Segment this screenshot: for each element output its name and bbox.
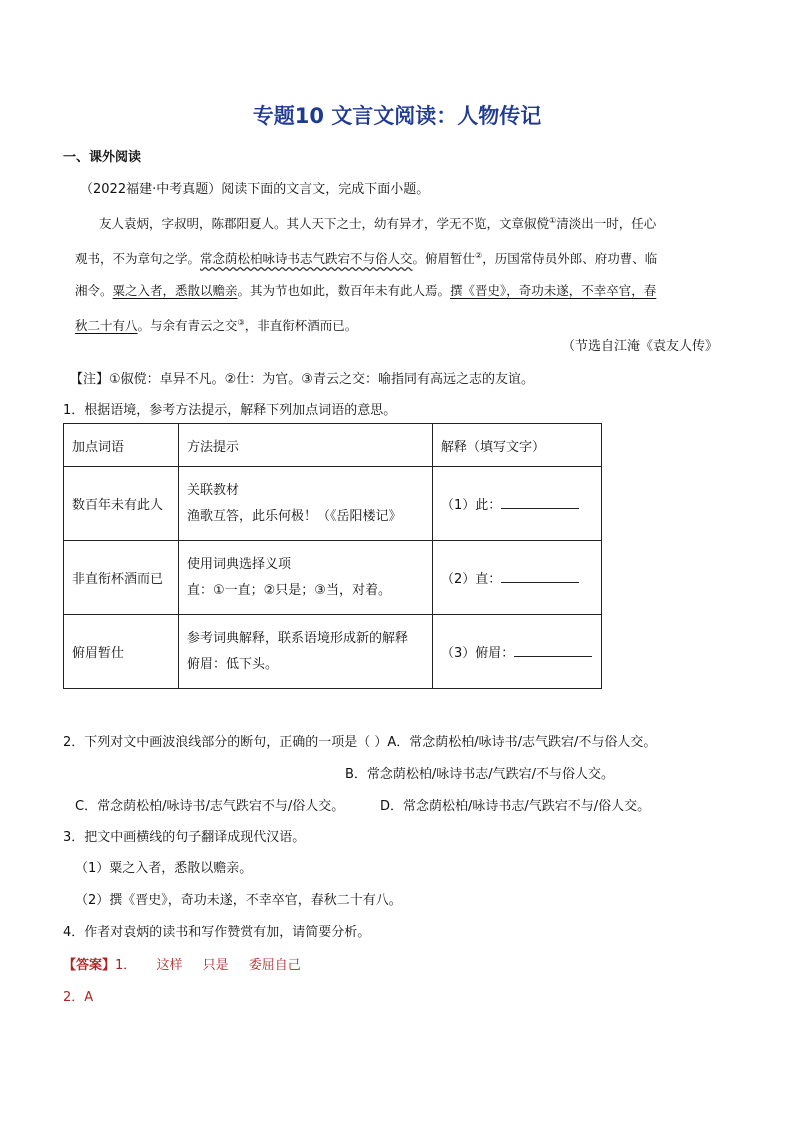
attribution: （节选自江淹《袁友人传》 xyxy=(561,339,718,354)
answer-2: 2．A xyxy=(63,990,94,1005)
answer-cell[interactable]: （3）俯眉： xyxy=(433,615,602,689)
underlined-sentence-2a: 撰《晋史》，奇功未遂，不幸卒官，春 xyxy=(450,283,657,299)
question-1: 1．根据语境，参考方法提示，解释下列加点词语的意思。 xyxy=(63,403,397,418)
question-3: 3．把文中画横线的句子翻译成现代汉语。 xyxy=(63,830,306,845)
passage xyxy=(75,205,725,342)
note-marker-3: ③ xyxy=(237,318,245,328)
passage-line-2: 观书，不为章句之学。常念荫松柏咏诗书志气跌宕不与俗人交。俯眉暂仕②，历国常侍员外郎、府功曹、临 xyxy=(75,251,658,267)
question-4: 4．作者对袁炳的读书和写作赞赏有加，请简要分析。 xyxy=(63,925,371,940)
answer-item: 只是 xyxy=(202,958,229,973)
answer-item: 委屈自己 xyxy=(248,958,301,973)
word-cell: 非直衔杯酒而已 xyxy=(64,541,179,615)
section-heading: 一、课外阅读 xyxy=(63,150,142,165)
answer-blank xyxy=(501,570,579,583)
annotation-note: 【注】①俶傥：卓异不凡。②仕：为官。③青云之交：喻指同有高远之志的友谊。 xyxy=(70,372,534,387)
underlined-sentence-2b: 秋二十有八 xyxy=(75,318,138,334)
underlined-sentence-1: 粟之入者，悉散以赡亲 xyxy=(112,283,238,299)
option-c: C．常念荫松柏/咏诗书/志气跌宕不与/俗人交。 xyxy=(75,799,345,814)
answer-line: 【答案】1． 这样 只是 委屈自己 xyxy=(63,958,301,973)
table-row xyxy=(64,541,602,615)
page-title: 专题10 文言文阅读：人物传记 xyxy=(252,104,542,128)
table-header: 方法提示 xyxy=(179,424,433,467)
table-header: 解释（填写文字） xyxy=(433,424,602,467)
tip-cell: 关联教材 渔歌互答，此乐何极！（《岳阳楼记》 xyxy=(179,467,433,541)
question-3-part-1: （1）粟之入者，悉散以赡亲。 xyxy=(75,861,253,876)
wavy-underlined-text: 常念荫松柏咏诗书志气跌宕不与俗人交 xyxy=(200,251,413,267)
option-b: B．常念荫松柏/咏诗书志/气跌宕/不与俗人交。 xyxy=(345,767,615,782)
answer-cell[interactable]: （1）此： xyxy=(433,467,602,541)
source-line: （2022福建·中考真题）阅读下面的文言文，完成下面小题。 xyxy=(80,182,430,197)
answer-item: 这样 xyxy=(156,958,183,973)
table-row xyxy=(64,615,602,689)
word-cell: 数百年未有此人 xyxy=(64,467,179,541)
note-marker-2: ② xyxy=(475,251,483,261)
answer-cell[interactable]: （2）直： xyxy=(433,541,602,615)
passage-line-4: 秋二十有八。与余有青云之交③，非直衔杯酒而已。 xyxy=(75,318,358,334)
option-d: D．常念荫松柏/咏诗书志/气跌宕不与/俗人交。 xyxy=(380,799,651,814)
answer-blank xyxy=(501,496,579,509)
table-header: 加点词语 xyxy=(64,424,179,467)
question-2: 2．下列对文中画波浪线部分的断句，正确的一项是（ ）A．常念荫松柏/咏诗书/志气跌宕/不与俗人交。 xyxy=(63,735,657,750)
vocab-table xyxy=(63,423,602,689)
passage-line-1: 友人袁炳，字叔明，陈郡阳夏人。其人天下之士，幼有异才，学无不览，文章俶傥①清淡出一时，任心 xyxy=(99,216,657,232)
table-row xyxy=(64,467,602,541)
answer-tag: 【答案】 xyxy=(63,958,116,973)
tip-cell: 使用词典选择义项 直：①一直；②只是；③当，对着。 xyxy=(179,541,433,615)
note-marker-1: ① xyxy=(549,216,557,225)
tip-cell: 参考词典解释，联系语境形成新的解释 俯眉：低下头。 xyxy=(179,615,433,689)
table-header-row xyxy=(64,424,602,467)
passage-line-3: 湘令。粟之入者，悉散以赡亲。其为节也如此，数百年未有此人焉。撰《晋史》，奇功未遂，不幸卒官，春 xyxy=(75,283,657,299)
word-cell: 俯眉暂仕 xyxy=(64,615,179,689)
answer-blank xyxy=(514,644,592,657)
question-3-part-2: （2）撰《晋史》，奇功未遂，不幸卒官，春秋二十有八。 xyxy=(75,893,402,908)
